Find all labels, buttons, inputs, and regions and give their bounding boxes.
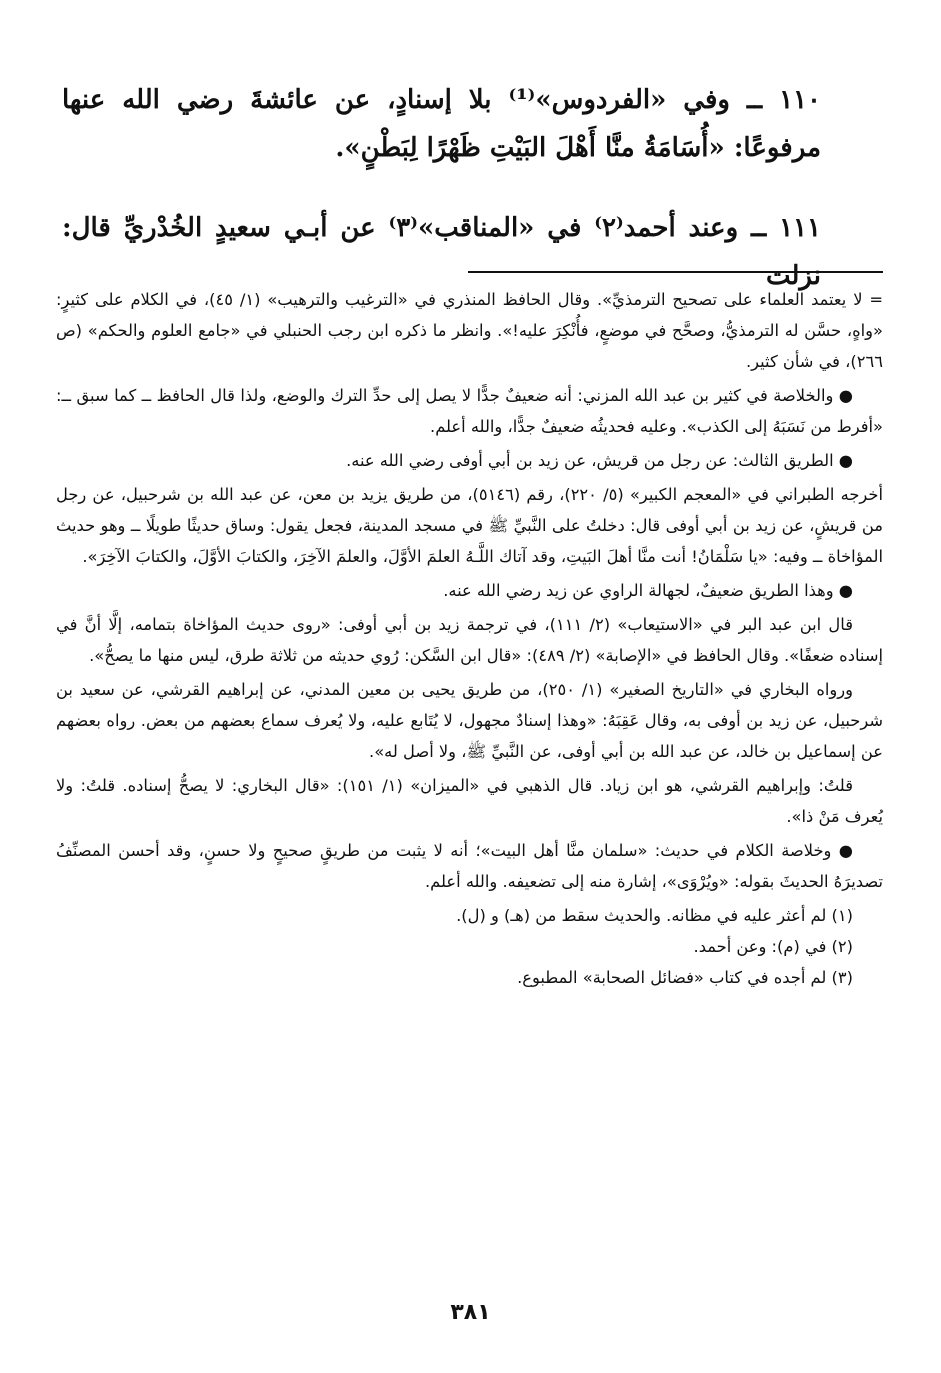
page-number: ٣٨١ bbox=[450, 1300, 491, 1325]
footnote-1: (١) لم أعثر عليه في مظانه. والحديث سقط من (هـ) و (ل). bbox=[456, 906, 853, 925]
note-ibrahim-qurashi: قلتُ: وإبراهيم القرشي، هو ابن زياد. قال الذهبي في «الميزان» (١/ ١٥١): «قال البخاري: لا يصحُّ إسناده. قلتُ: ولا يُعرف مَنْ ذا». bbox=[56, 776, 883, 826]
note-bukhari: ورواه البخاري في «التاريخ الصغير» (١/ ٢٥٠)، من طريق يحيى بن معين المدني، عن إبراهيم القرشي، عن سعيد بن شرحبيل، عن زيد بن أوفى به، وقال عَقِبَهُ: «وهذا إسنادٌ مجهول، لا يُتَابع عليه، ولا يُعرف سماع بعضهم من بعض. رواه بعضهم عن إسماعيل بن خالد، عن عبد الله بن أبي أوفى، عن النَّبيِّ ﷺ، ولا أصل له». bbox=[56, 680, 883, 761]
note-conclusion: ● وخلاصة الكلام في حديث: «سلمان منَّا أهل البيت»؛ أنه لا يثبت من طريقٍ صحيحٍ ولا حسنٍ، وقد أحسن المصنِّفُ تصديرَهُ الحديثَ بقوله: «ويُرْوَى»، إشارة منه إلى تضعيفه. والله أعلم. bbox=[56, 841, 883, 891]
footnotes-area bbox=[56, 284, 883, 993]
footnote-separator bbox=[468, 271, 883, 273]
hadith-111-text: ١١١ ــ وعند أحمد⁽٢⁾ في «المناقب»⁽٣⁾ عن أبـي سعيدٍ الخُدْريِّ قال: نزلت bbox=[62, 213, 821, 291]
note-third-path: ● الطريق الثالث: عن رجل من قريش، عن زيد بن أبي أوفى رضي الله عنه. bbox=[346, 451, 853, 470]
hadith-110-text: ١١٠ ــ وفي «الفردوس»⁽¹⁾ بلا إسنادٍ، عن عائشةَ رضي الله عنها مرفوعًا: «أُسَامَةُ منَّا أَهْلَ البَيْتِ ظَهْرًا لِبَطْنٍ». bbox=[62, 85, 821, 163]
footnote-2: (٢) في (م): وعن أحمد. bbox=[693, 937, 853, 956]
note-ibn-abd-albar: قال ابن عبد البر في «الاستيعاب» (٢/ ١١١)، في ترجمة زيد بن أبي أوفى: «روى حديث المؤاخاة بتمامه، إلَّا أنَّ في إسناده ضعفًا». وقال الحافظ في «الإصابة» (٢/ ٤٨٩): «قال ابن السَّكن: رُوي حديثه من ثلاثة طرق، ليس منها ما يصحُّ». bbox=[56, 615, 883, 665]
hadith-110 bbox=[62, 76, 821, 172]
note-tabarani: أخرجه الطبراني في «المعجم الكبير» (٥/ ٢٢٠)، رقم (٥١٤٦)، من طريق يزيد بن معن، عن عبد الله بن شرحبيل، عن رجل من قريشٍ، عن زيد بن أبي أوفى قال: دخلتُ على النَّبيِّ ﷺ في مسجد المدينة، فجعل يقول: وساق حديثًا طويلًا ــ وهو حديث المؤاخاة ــ وفيه: «يا سَلْمَانُ! أنت منَّا أهلَ البَيتِ، وقد آتاك اللَّـهُ العلمَ الأوَّلَ، والعلمَ الآخِرَ، والكتابَ الأوَّلَ، والكتابَ الآخِرَ». bbox=[56, 485, 883, 566]
note-continuation: = لا يعتمد العلماء على تصحيح الترمذيِّ». وقال الحافظ المنذري في «الترغيب والترهيب» (١/ ٤٥)، في الكلام على كثيرٍ: «واهٍ، حسَّن له الترمذيُّ، وصحَّح في موضعٍ، فأُنْكِرَ عليه!». وانظر ما ذكره ابن رجب الحنبلي في «جامع العلوم والحكم» (ص ٢٦٦)، في شأن كثير. bbox=[56, 290, 884, 371]
footnote-3: (٣) لم أجده في كتاب «فضائل الصحابة» المطبوع. bbox=[517, 968, 853, 987]
note-summary-kathir: ● والخلاصة في كثير بن عبد الله المزني: أنه ضعيفٌ جدًّا لا يصل إلى حدِّ الترك والوضع، ولذا قال الحافظ ــ كما سبق ــ: «أفرط من نَسَبَهُ إلى الكذب». وعليه فحديثُه ضعيفٌ جدًّا، والله أعلم. bbox=[56, 386, 883, 436]
note-weak-path: ● وهذا الطريق ضعيفٌ، لجهالة الراوي عن زيد رضي الله عنه. bbox=[443, 581, 853, 600]
